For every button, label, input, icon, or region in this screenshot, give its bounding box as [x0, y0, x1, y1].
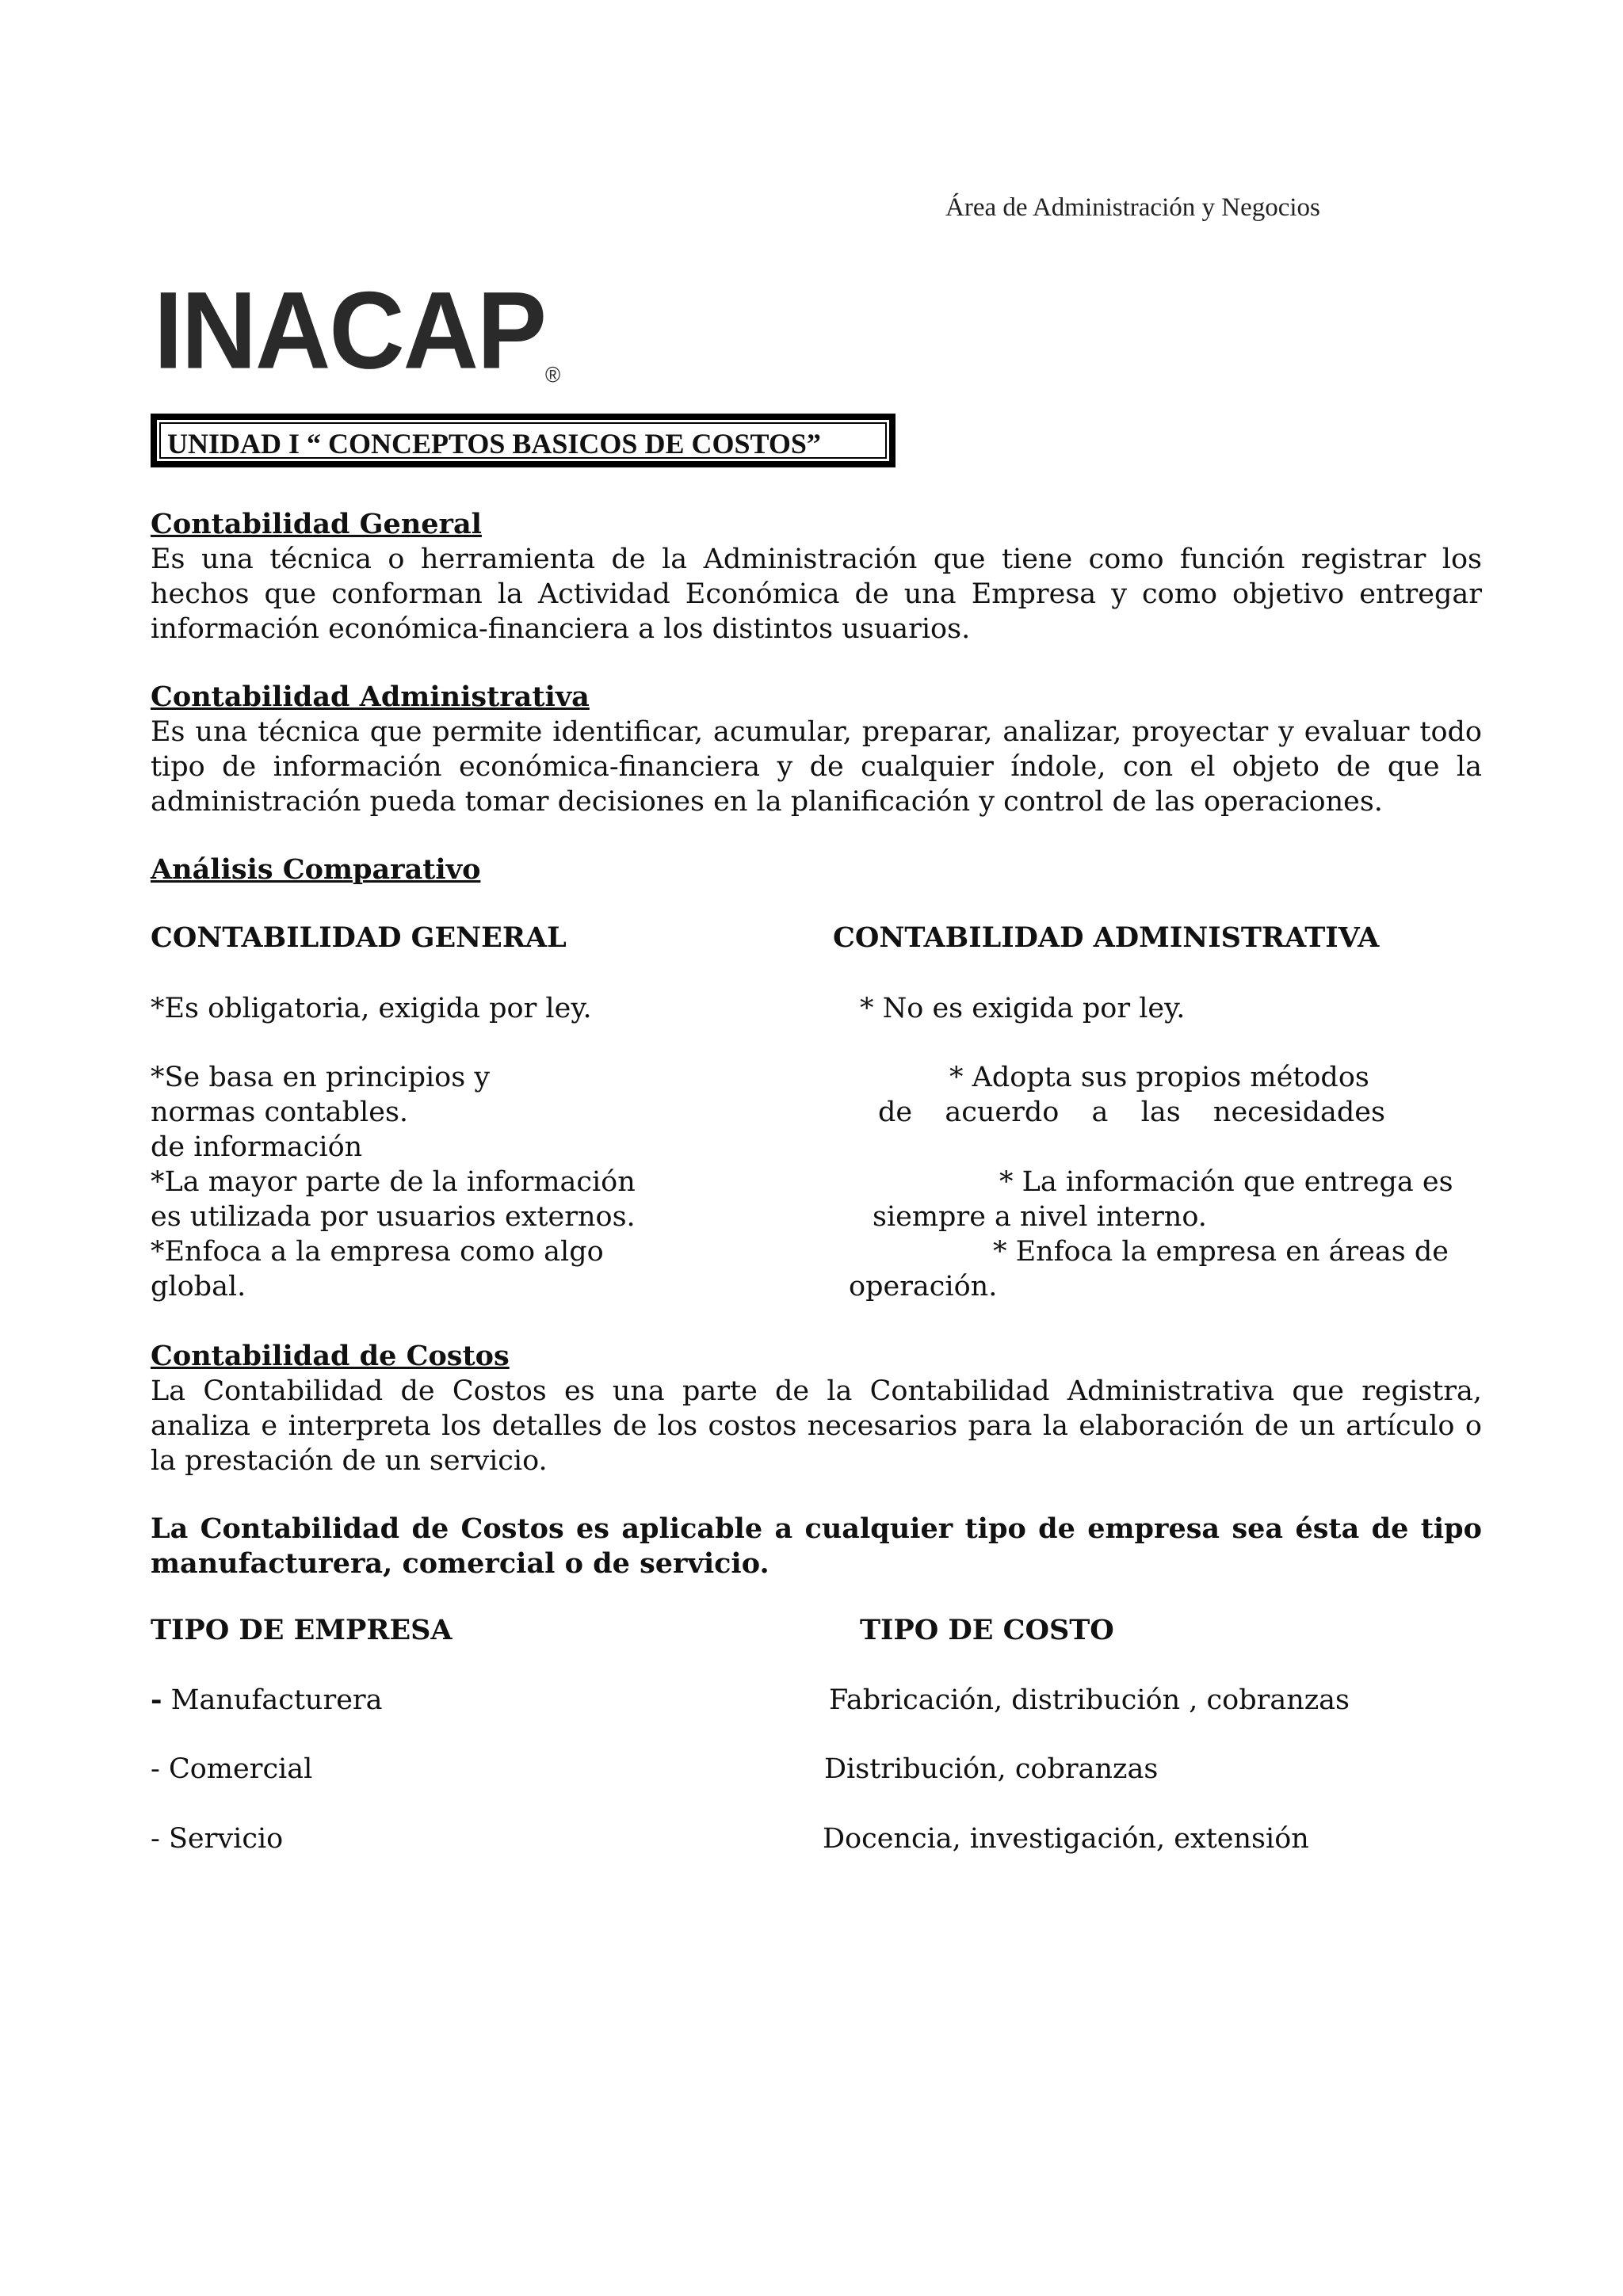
right-item-3a: * La información que entrega es — [999, 1166, 1453, 1198]
administrativa-text: Es una técnica que permite identificar, acumular, preparar, analizar, proyectar y evaluar todo tipo de información económica-financiera y de cualquier índole, con el objeto de que la administración pueda tomar decisiones en la planificación y control de las operaciones. — [151, 716, 1482, 818]
general-heading: Contabilidad General — [151, 508, 482, 540]
right-item-2a: * Adopta sus propios métodos — [949, 1062, 1369, 1093]
administrativa-heading: Contabilidad Administrativa — [151, 681, 590, 713]
section-costos — [151, 1339, 1482, 1478]
unit-title-box — [151, 414, 896, 467]
right-item-2b-word: a — [1091, 1097, 1109, 1128]
right-item-2b-word: las — [1140, 1097, 1181, 1128]
right-item-2b — [878, 1095, 1385, 1130]
area-header: Área de Administración y Negocios — [945, 193, 1320, 222]
left-item-2b: normas contables. — [151, 1097, 409, 1128]
left-item-2c: de información — [151, 1131, 363, 1163]
left-item-4b: global. — [151, 1271, 246, 1302]
row-empresa: Comercial — [159, 1753, 313, 1785]
left-item-4a: *Enfoca a la empresa como algo — [151, 1236, 604, 1268]
row-dash: - — [151, 1823, 160, 1855]
right-item-3b: siempre a nivel interno. — [873, 1201, 1207, 1233]
section-general — [151, 507, 1482, 646]
tipo-row — [151, 1821, 283, 1856]
tipo-row — [151, 1752, 312, 1787]
costos-bold-statement: La Contabilidad de Costos es aplicable a cualquier tipo de empresa sea ésta de tipo manufacturera, comercial o de servicio. — [151, 1512, 1482, 1580]
costos-text: La Contabilidad de Costos es una parte de la Contabilidad Administrativa que registra, analiza e interpreta los detalles de los costos necesarios para la elaboración de un artículo o la prestación de un servicio. — [151, 1375, 1482, 1477]
right-item-4a: * Enfoca la empresa en áreas de — [993, 1236, 1449, 1268]
unit-title: UNIDAD I “ CONCEPTOS BASICOS DE COSTOS” — [159, 422, 887, 459]
row-empresa: Manufacturera — [162, 1684, 383, 1716]
right-item-1: * No es exigida por ley. — [860, 993, 1186, 1024]
left-item-3a: *La mayor parte de la información — [151, 1166, 636, 1198]
right-item-2b-word: de — [878, 1097, 913, 1128]
general-text: Es una técnica o herramienta de la Administración que tiene como función registrar los hechos que conforman la Actividad Económica de una Empresa y como objetivo entregar información económica-financiera a los distintos usuarios. — [151, 543, 1482, 645]
row-empresa: Servicio — [159, 1823, 284, 1855]
comparativo-heading: Análisis Comparativo — [151, 853, 481, 886]
logo-text: INACAP — [154, 269, 546, 391]
row-dash: - — [151, 1753, 160, 1785]
right-item-4b: operación. — [849, 1271, 998, 1302]
left-item-3b: es utilizada por usuarios externos. — [151, 1201, 636, 1233]
col-left-title: CONTABILIDAD GENERAL — [151, 921, 567, 954]
inacap-logo — [154, 269, 561, 391]
tipo-empresa-title: TIPO DE EMPRESA — [151, 1614, 453, 1646]
tipo-costo-title: TIPO DE COSTO — [860, 1614, 1114, 1646]
row-costo: Distribución, cobranzas — [824, 1753, 1159, 1785]
row-costo: Fabricación, distribución , cobranzas — [829, 1684, 1350, 1716]
registered-mark: ® — [545, 362, 561, 387]
left-item-2a: *Se basa en principios y — [151, 1062, 491, 1093]
row-dash: - — [151, 1684, 162, 1716]
left-item-1: *Es obligatoria, exigida por ley. — [151, 993, 592, 1024]
col-right-title: CONTABILIDAD ADMINISTRATIVA — [833, 921, 1380, 954]
section-administrativa — [151, 680, 1482, 819]
tipo-row — [151, 1683, 383, 1718]
row-costo: Docencia, investigación, extensión — [823, 1823, 1309, 1855]
costos-heading: Contabilidad de Costos — [151, 1340, 510, 1372]
right-item-2b-word: necesidades — [1212, 1097, 1385, 1128]
right-item-2b-word: acuerdo — [945, 1097, 1060, 1128]
